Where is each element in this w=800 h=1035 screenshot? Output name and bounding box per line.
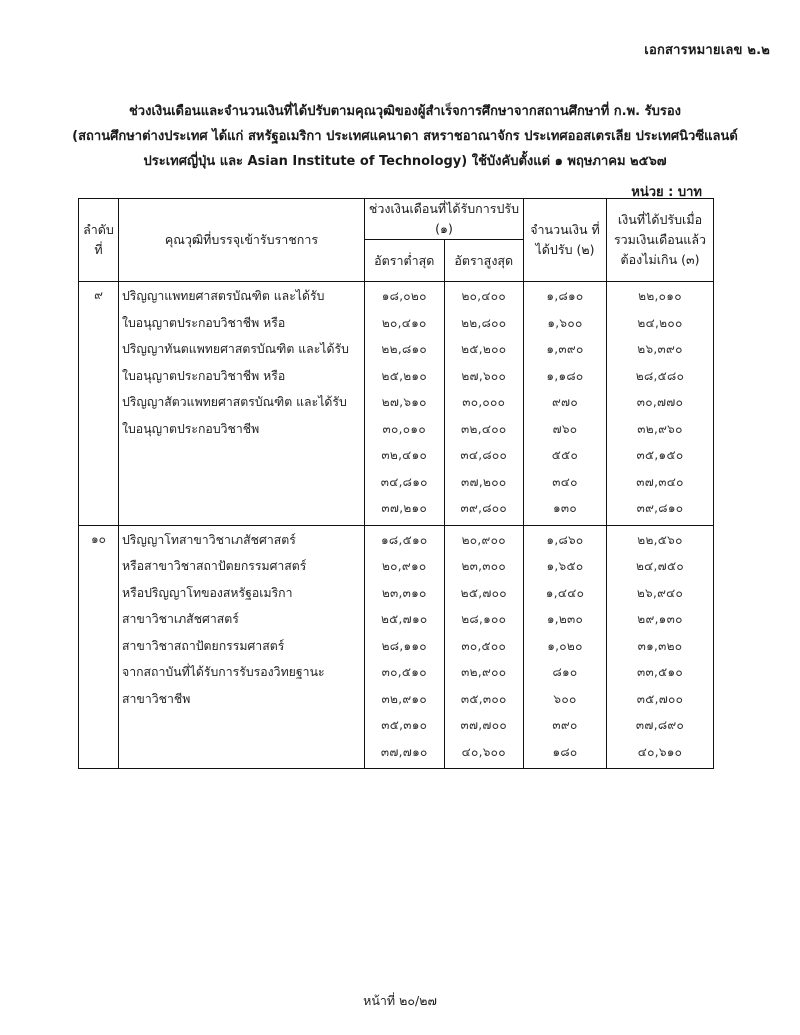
document-title	[60, 99, 750, 174]
qualification-cell	[119, 525, 365, 769]
min-rate-value: ๓๐,๕๑๐	[381, 665, 427, 679]
adjusted-amount-value: ๑,๓๙๐	[546, 342, 584, 356]
min-rate-value: ๓๒,๙๑๐	[381, 691, 427, 706]
min-rate-value: ๓๔,๘๑๐	[380, 474, 428, 489]
min-rate-value: ๒๕,๗๑๐	[380, 612, 428, 626]
max-rate-value: ๒๘,๑๐๐	[461, 612, 507, 626]
min-rate-value: ๑๘,๐๒๐	[381, 289, 427, 303]
min-rate-cell	[365, 282, 445, 526]
cap-value: ๒๙,๑๓๐	[637, 612, 683, 626]
cap-value: ๓๗,๘๙๐	[635, 718, 685, 732]
qualification-line: ปริญญาโทสาขาวิชาเภสัชศาสตร์	[122, 532, 296, 547]
qualification-line: ใบอนุญาตประกอบวิชาชีพ หรือ	[122, 368, 286, 383]
qualification-cell	[119, 282, 365, 526]
adjusted-amount-value: ๑๓๐	[552, 501, 578, 515]
max-rate-value: ๒๕,๗๐๐	[460, 585, 507, 600]
adjusted-amount-cell	[524, 282, 607, 526]
min-rate-value: ๒๘,๑๑๐	[381, 638, 427, 653]
qualification-line: ปริญญาสัตวแพทยศาสตรบัณฑิต และได้รับ	[122, 395, 347, 409]
max-rate-value: ๓๔,๘๐๐	[460, 448, 508, 462]
adjusted-amount-value: ๘๑๐	[552, 665, 578, 679]
adjusted-amount-value: ๑,๖๕๐	[546, 559, 584, 573]
qualification-line: ปริญญาทันตแพทยศาสตรบัณฑิต และได้รับ	[122, 342, 349, 356]
cap-value: ๓๓,๕๑๐	[636, 665, 684, 679]
cap-value: ๒๒,๐๑๐	[638, 289, 682, 303]
adjusted-amount-value: ๙๗๐	[551, 395, 579, 409]
max-rate-value: ๓๕,๓๐๐	[460, 691, 507, 706]
adjusted-amount-value: ๑,๔๔๐	[545, 585, 585, 600]
adjusted-amount-value: ๑,๐๒๐	[547, 638, 583, 653]
adjusted-amount-value: ๑,๖๐๐	[547, 315, 583, 330]
qualification-line: ใบอนุญาตประกอบวิชาชีพ หรือ	[122, 315, 286, 330]
min-rate-value: ๒๗,๖๑๐	[381, 395, 427, 409]
adjusted-amount-value: ๑,๒๓๐	[546, 612, 584, 626]
adjusted-amount-value: ๑,๘๑๐	[546, 289, 584, 303]
order-cell: ๙	[79, 282, 119, 526]
adjusted-amount-value: ๖๐๐	[553, 691, 577, 706]
min-rate-value: ๓๐,๐๑๐	[382, 421, 426, 436]
adjusted-amount-value: ๓๙๐	[552, 718, 578, 732]
qualification-line: สาขาวิชาชีพ	[122, 691, 191, 706]
page-number: หน้าที่ ๒๐/๒๗	[363, 993, 437, 1008]
qualification-line: สาขาวิชาสถาปัตยกรรมศาสตร์	[122, 638, 285, 653]
header-min-rate: อัตราต่ำสุด	[365, 240, 445, 282]
header-order: ลำดับ ที่	[79, 199, 119, 282]
cap-value: ๔๐,๖๑๐	[637, 744, 683, 759]
max-rate-value: ๓๐,๐๐๐	[462, 395, 506, 409]
max-rate-value: ๓๗,๒๐๐	[461, 474, 507, 489]
min-rate-value: ๓๗,๒๑๐	[381, 501, 428, 515]
cap-cell	[607, 525, 714, 769]
min-rate-value: ๒๕,๒๑๐	[381, 368, 427, 383]
cap-value: ๓๗,๓๔๐	[636, 474, 684, 489]
max-rate-value: ๔๐,๖๐๐	[461, 744, 506, 759]
adjusted-amount-value: ๑,๑๘๐	[546, 368, 584, 383]
cap-cell	[607, 282, 714, 526]
title-line-3: ประเทศญี่ปุ่น และ Asian Institute of Technology) ใช้บังคับตั้งแต่ ๑ พฤษภาคม ๒๕๖๗	[143, 154, 667, 169]
min-rate-value: ๒๐,๔๑๐	[381, 315, 427, 330]
min-rate-cell	[365, 525, 445, 769]
document-number: เอกสารหมายเลข ๒.๒	[644, 43, 770, 58]
max-rate-value: ๓๒,๙๐๐	[461, 665, 507, 679]
cap-value: ๒๒,๕๖๐	[637, 532, 683, 547]
min-rate-value: ๓๕,๓๑๐	[381, 718, 428, 732]
qualification-line: ใบอนุญาตประกอบวิชาชีพ	[122, 421, 260, 436]
cap-value: ๒๘,๕๘๐	[635, 368, 685, 383]
header-salary-range: ช่วงเงินเดือนที่ได้รับการปรับ (๑)	[365, 199, 524, 240]
max-rate-value: ๒๐,๔๐๐	[461, 289, 507, 303]
header-qualification: คุณวุฒิที่บรรจุเข้ารับราชการ	[119, 199, 365, 282]
table-row-group	[79, 525, 714, 769]
min-rate-value: ๓๗,๗๑๐	[380, 744, 428, 759]
min-rate-value: ๒๐,๙๑๐	[381, 559, 427, 573]
salary-table	[78, 198, 714, 769]
cap-value: ๓๒,๙๖๐	[637, 421, 683, 436]
max-rate-value: ๓๙,๘๐๐	[460, 501, 507, 515]
qualification-line: หรือปริญญาโทของสหรัฐอเมริกา	[122, 585, 293, 600]
cap-value: ๒๖,๓๙๐	[637, 342, 683, 356]
min-rate-value: ๒๒,๘๑๐	[381, 342, 428, 356]
max-rate-cell	[444, 282, 524, 526]
max-rate-value: ๒๒,๘๐๐	[461, 315, 507, 330]
header-adjusted-amount: จำนวนเงิน ที่ได้ปรับ (๒)	[524, 199, 607, 282]
header-max-rate: อัตราสูงสุด	[444, 240, 524, 282]
table-row-group	[79, 282, 714, 526]
max-rate-value: ๒๓,๓๐๐	[461, 559, 507, 573]
title-line-1: ช่วงเงินเดือนและจำนวนเงินที่ได้ปรับตามคุณวุฒิของผู้สำเร็จการศึกษาจากสถานศึกษาที่ ก.พ. รับรอง	[128, 104, 682, 119]
max-rate-value: ๒๐,๙๐๐	[461, 532, 506, 547]
adjusted-amount-value: ๑๘๐	[552, 744, 578, 759]
title-line-2: (สถานศึกษาต่างประเทศ ได้แก่ สหรัฐอเมริกา ประเทศแคนาดา สหราชอาณาจักร ประเทศออสเตรเลีย ประเทศนิวซีแลนด์	[72, 129, 738, 144]
cap-value: ๒๔,๒๐๐	[637, 315, 683, 330]
min-rate-value: ๒๓,๓๑๐	[381, 585, 427, 600]
order-cell: ๑๐	[79, 525, 119, 769]
adjusted-amount-value: ๓๔๐	[552, 474, 578, 489]
cap-value: ๒๔,๗๕๐	[635, 559, 685, 573]
min-rate-value: ๓๒,๔๑๐	[381, 448, 428, 462]
max-rate-value: ๓๐,๕๐๐	[461, 638, 507, 653]
qualification-line: จากสถาบันที่ได้รับการรับรองวิทยฐานะ	[122, 665, 325, 679]
cap-value: ๓๕,๗๐๐	[636, 691, 684, 706]
cap-value: ๓๕,๑๕๐	[636, 448, 684, 462]
qualification-line: ปริญญาแพทยศาสตรบัณฑิต และได้รับ	[122, 289, 325, 303]
min-rate-value: ๑๘,๕๑๐	[380, 532, 428, 547]
qualification-line: สาขาวิชาเภสัชศาสตร์	[122, 612, 239, 626]
cap-value: ๓๑,๓๒๐	[637, 638, 683, 653]
max-rate-value: ๓๒,๔๐๐	[461, 421, 507, 436]
cap-value: ๓๙,๘๑๐	[636, 501, 684, 515]
max-rate-value: ๒๗,๖๐๐	[461, 368, 507, 383]
cap-value: ๒๖,๙๔๐	[636, 585, 684, 600]
adjusted-amount-value: ๑,๘๖๐	[546, 532, 584, 547]
max-rate-value: ๒๕,๒๐๐	[461, 342, 507, 356]
cap-value: ๓๐,๗๗๐	[636, 395, 684, 409]
unit-label: หน่วย : บาท	[631, 185, 702, 200]
qualification-line: หรือสาขาวิชาสถาปัตยกรรมศาสตร์	[122, 559, 307, 573]
adjusted-amount-value: ๗๖๐	[552, 421, 578, 436]
header-cap: เงินที่ได้ปรับเมื่อ รวมเงินเดือนแล้ว ต้องไม่เกิน (๓)	[607, 199, 714, 282]
max-rate-cell	[444, 525, 524, 769]
max-rate-value: ๓๗,๗๐๐	[460, 718, 507, 732]
adjusted-amount-value: ๕๕๐	[551, 448, 579, 462]
adjusted-amount-cell	[524, 525, 607, 769]
